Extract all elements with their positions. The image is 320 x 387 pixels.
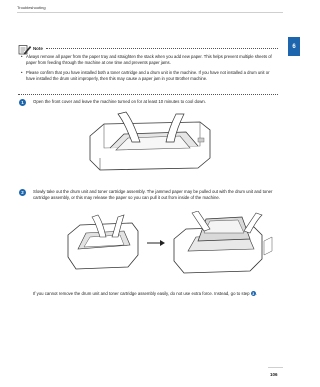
- note-bullet-text: Please confirm that you have installed both a toner cartridge and a drum unit in the machine. If you have not installed a drum unit or have installed the drum unit improperly, then this may cause a paper jam in your Brother machine.: [26, 70, 270, 81]
- step-reference-badge: 3: [252, 291, 255, 296]
- bullet-dot: •: [21, 54, 23, 59]
- note-bullet: [21, 54, 275, 66]
- chapter-tab: 6: [288, 37, 300, 56]
- page-number: 106: [270, 372, 278, 377]
- closing-text: If you cannot remove the drum unit and toner cartridge assembly easily, do not use extra force. Instead, go to step: [33, 291, 250, 296]
- step-text: Slowly take out the drum unit and toner cartridge assembly. The jammed paper may be pulled out with the drum unit and toner cartridge assembly, or this may release the paper so you can pull it out from inside of the machine.: [33, 189, 273, 200]
- note-label: Note: [33, 46, 43, 51]
- note-bullet: [21, 70, 275, 82]
- step-text: Open the front cover and leave the machine turned on for at least 10 minutes to cool down.: [33, 99, 206, 104]
- bullet-dot: •: [21, 70, 23, 75]
- arrow-right-icon: [146, 239, 166, 247]
- step-number-badge: 2: [19, 189, 26, 196]
- remove-drum-unit-illustration-left: [62, 213, 142, 279]
- footer-rule: [268, 367, 283, 368]
- step-number-badge: 1: [19, 99, 26, 106]
- closing-text-end: .: [255, 291, 257, 296]
- header-rule: [17, 12, 283, 13]
- note-end-divider: [18, 94, 278, 95]
- closing-instruction: [33, 291, 277, 297]
- note-bullet-text: Always remove all paper from the paper tray and straighten the stack when you add new paper. This helps prevent multiple sheets of paper from feeding through the machine at one time and prevents paper jams.: [26, 54, 272, 65]
- open-front-cover-illustration: [80, 108, 220, 180]
- note-divider: [46, 48, 278, 49]
- running-header: Troubleshooting: [17, 5, 46, 10]
- remove-drum-unit-illustration-right: [168, 211, 278, 281]
